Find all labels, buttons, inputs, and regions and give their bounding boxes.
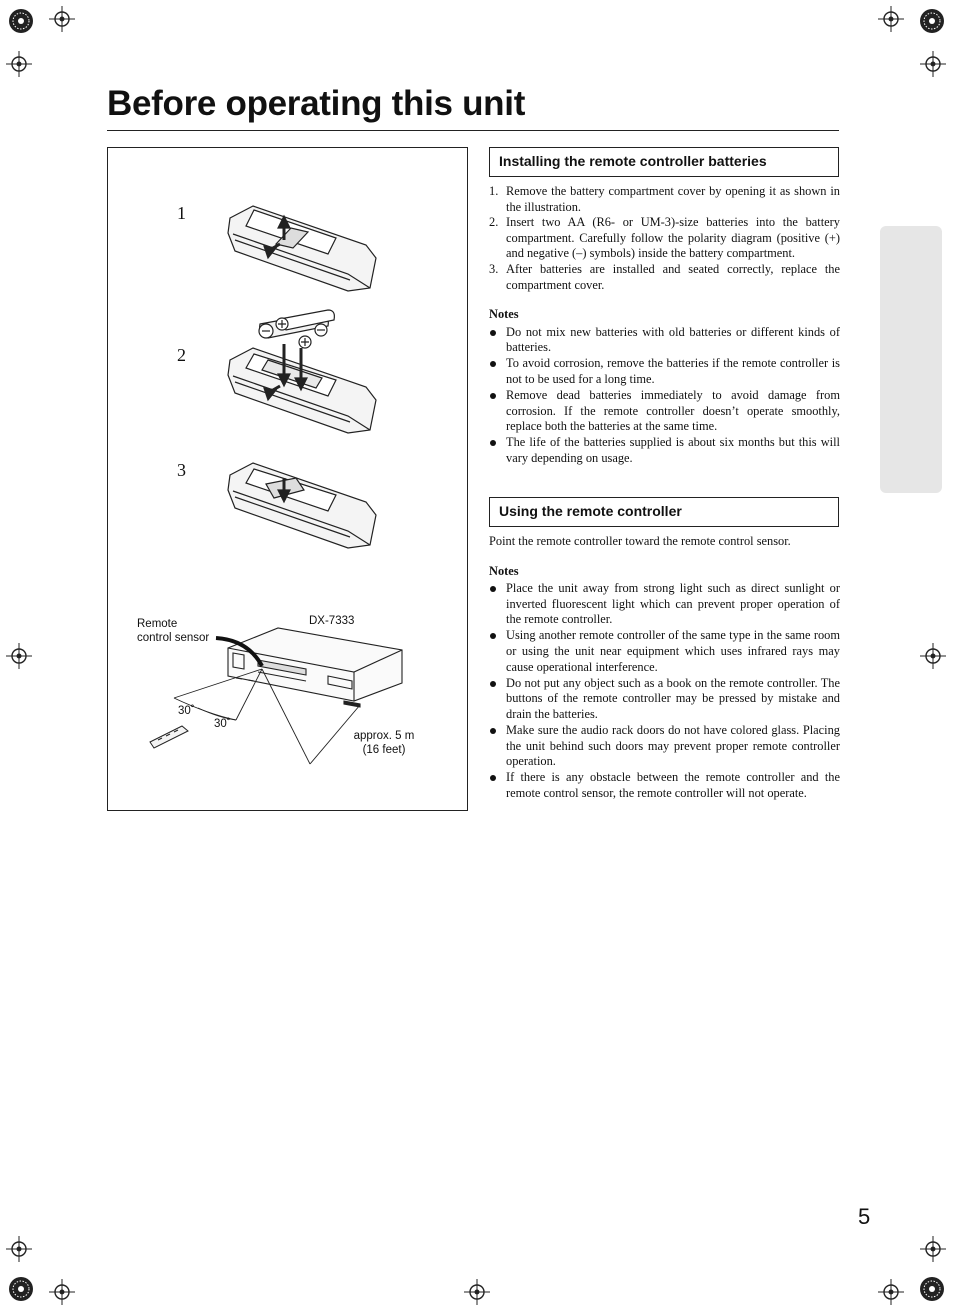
step-number-3: 3 [177,460,186,480]
batteries-drawing [259,310,334,348]
step-text: Remove the battery compartment cover by opening it as shown in the illustration. [506,184,840,214]
list-item [489,356,840,387]
list-item [489,262,840,293]
notes-heading: Notes [489,307,519,322]
note-text: To avoid corrosion, remove the batteries if the remote controller is not to be used for a long time. [506,356,840,387]
crosshair-icon [878,1279,904,1305]
bullet-icon [490,440,496,446]
remote-heading: Using the remote controller [489,497,839,527]
note-text: Place the unit away from strong light such as direct sunlight or inverted fluorescent light which can prevent proper operation of the remote controller. [506,581,840,627]
list-item [489,325,840,356]
remote-notes-list [489,581,840,801]
step-number-1: 1 [177,203,186,223]
note-text: If there is any obstacle between the remote controller and the remote control sensor, the remote controller will not operate. [506,770,840,800]
remote-step1-drawing [228,206,376,291]
angle-right-label: 30˚ [214,718,231,730]
note-text: Make sure the audio rack doors do not have colored glass. Placing the unit behind such doors may prevent proper remote controller operation. [506,723,840,769]
remote-intro: Point the remote controller toward the remote control sensor. [489,534,791,548]
bullet-icon [490,586,496,592]
crosshair-icon [920,643,946,669]
remote-step3-drawing [228,463,376,548]
title-divider [107,130,839,131]
crosshair-icon [6,1236,32,1262]
list-item [489,628,840,675]
note-text: Remove dead batteries immediately to avoid damage from corrosion. If the remote controller doesn’t operate smoothly, replace both the batteries at the same time. [506,388,840,434]
crosshair-icon [49,6,75,32]
illustration-panel [107,147,468,811]
page-number: 5 [858,1204,871,1229]
bullet-icon [490,361,496,367]
side-tab [880,226,942,493]
list-item [489,723,840,770]
dx-unit-drawing [228,628,402,707]
crosshair-icon [6,51,32,77]
step-text: Insert two AA (R6- or UM-3)-size batteries into the battery compartment. Carefully follow the polarity diagram (positive (+) and negative (–) symbols) inside the battery compartment. [506,215,840,261]
remote-content [489,534,840,802]
step-num: 1. [489,184,499,198]
list-item [489,581,840,628]
batteries-content [489,184,840,467]
remote-illustration [108,148,469,812]
batteries-heading: Installing the remote controller batteries [489,147,839,177]
distance-line1: approx. 5 m [353,730,415,742]
bullet-icon [490,330,496,336]
list-item [489,215,840,262]
step-number-2: 2 [177,345,186,365]
crosshair-icon [49,1279,75,1305]
bullet-icon [490,728,496,734]
bullet-icon [490,633,496,639]
crosshair-icon [464,1279,490,1305]
note-text: Using another remote controller of the same type in the same room or using the unit near equipment which uses infrared rays may cause operational interference. [506,628,840,674]
step-text: After batteries are installed and seated correctly, replace the compartment cover. [506,261,840,292]
page-title: Before operating this unit [107,84,526,123]
registration-mark-icon [919,1276,945,1302]
list-item [489,184,840,215]
list-item [489,435,840,466]
registration-mark-icon [8,1276,34,1302]
sensor-label-line2: control sensor [137,632,210,644]
note-text: Do not mix new batteries with old batteries or different kinds of batteries. [506,324,840,355]
step-num: 2. [489,215,499,230]
remote-step2-drawing [228,344,376,433]
crosshair-icon [6,643,32,669]
battery-steps-list [489,184,840,293]
note-text: Do not put any object such as a book on the remote controller. The buttons of the remote controller may be pressed by mistake and drain the batteries. [506,675,840,721]
list-item [489,770,840,801]
notes-heading: Notes [489,563,519,578]
list-item [489,388,840,435]
registration-mark-icon [8,8,34,34]
distance-label [352,729,416,757]
step-num: 3. [489,261,499,276]
registration-mark-icon [919,8,945,34]
crosshair-icon [920,51,946,77]
battery-notes-list [489,325,840,467]
model-label: DX-7333 [309,615,355,627]
sensor-label-line1: Remote [137,618,178,630]
crosshair-icon [920,1236,946,1262]
angle-left-label: 30˚ [178,705,195,717]
crosshair-icon [878,6,904,32]
note-text: The life of the batteries supplied is about six months but this will vary depending on usage. [506,435,840,465]
handheld-remote-drawing [150,726,188,748]
distance-line2: (16 feet) [362,744,406,756]
list-item [489,676,840,723]
sensor-label [137,617,209,645]
bullet-icon [490,775,496,781]
bullet-icon [490,681,496,687]
bullet-icon [490,393,496,399]
